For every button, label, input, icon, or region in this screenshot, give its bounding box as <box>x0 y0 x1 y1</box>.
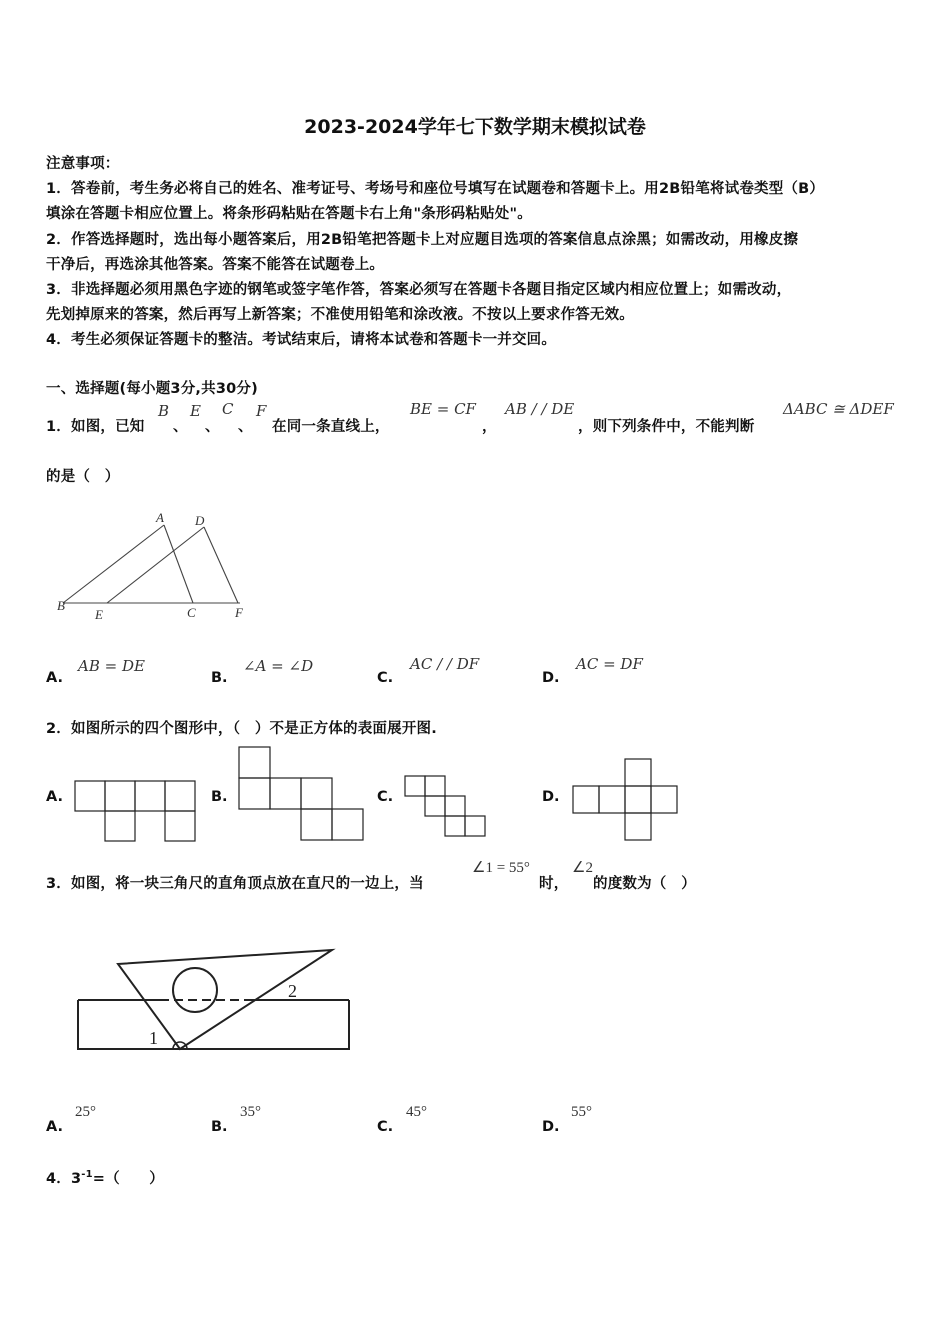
q1-point-c: C <box>222 400 234 418</box>
notice-heading: 注意事项： <box>46 156 120 172</box>
q4-exponent: -1 <box>81 1169 93 1181</box>
notice-line: 填涂在答题卡相应位置上。将条形码粘贴在答题卡右上角"条形码粘贴处"。 <box>46 206 532 222</box>
q1-option-b: ∠A = ∠D <box>243 657 314 675</box>
ruler-edges <box>78 1000 349 1049</box>
q1-option-a: AB = DE <box>78 657 145 675</box>
q3-option-b-letter: B. <box>211 1119 228 1135</box>
q2-option-c-letter: C. <box>377 789 394 805</box>
q3-option-c-letter: C. <box>377 1119 394 1135</box>
label-f: F <box>235 605 243 620</box>
label-d: D <box>195 513 205 528</box>
q1-cond1: BE = CF <box>410 400 476 418</box>
q2-text: 2．如图所示的四个图形中，（ ）不是正方体的表面展开图. <box>46 721 437 737</box>
q1-triangles-figure <box>55 505 265 625</box>
q3-option-d: 55° <box>571 1104 592 1120</box>
q1-comma2: ，则下列条件中，不能判断 <box>578 419 755 435</box>
q1-congruence: ΔABC ≅ ΔDEF <box>783 400 894 418</box>
q3-prefix: 3．如图，将一块三角尺的直角顶点放在直尺的一边上，当 <box>46 876 424 892</box>
angle-2-label: 2 <box>288 981 297 1001</box>
q3-condition: ∠1 = 55° <box>472 860 530 876</box>
angle-1-label: 1 <box>149 1028 158 1048</box>
notice-line: 2．作答选择题时，选出每小题答案后，用2B铅笔把答题卡上对应题目选项的答案信息点涂黑；如需改动，用橡皮擦 <box>46 232 799 248</box>
q2-net-b <box>238 746 366 842</box>
notice-line: 干净后，再选涂其他答案。答案不能答在试题卷上。 <box>46 257 385 273</box>
q3-angle2: ∠2 <box>572 860 593 876</box>
notice-line: 1．答卷前，考生务必将自己的姓名、准考证号、考场号和座位号填写在试题卷和答题卡上。用2B铅笔将试卷类型（B） <box>46 181 825 197</box>
label-c: C <box>187 605 196 620</box>
q1-cond2: AB / / DE <box>505 400 575 418</box>
q1-sep: 、 <box>173 419 188 435</box>
q3-ruler-triangle-figure <box>70 940 360 1060</box>
q2-option-d-letter: D. <box>542 789 560 805</box>
set-square-hole <box>173 968 217 1012</box>
notice-line: 4．考生必须保证答题卡的整洁。考试结束后，请将本试卷和答题卡一并交回。 <box>46 332 557 348</box>
q1-comma: ， <box>482 419 497 435</box>
page-title: 2023-2024学年七下数学期末模拟试卷 <box>304 116 646 138</box>
q1-prefix: 1．如图，已知 <box>46 419 145 435</box>
q3-suffix: 的度数为（ ） <box>593 876 696 892</box>
section-heading: 一、选择题(每小题3分,共30分) <box>46 381 258 397</box>
q1-line2: 的是（ ） <box>46 469 120 485</box>
segment-df <box>204 527 238 603</box>
q1-option-b-letter: B. <box>211 670 228 686</box>
notice-line: 3．非选择题必须用黑色字迹的钢笔或签字笔作答，答案必须写在答题卡各题目指定区域内相应位置上；如需改动， <box>46 282 792 298</box>
label-b: B <box>57 598 65 613</box>
q1-option-d: AC = DF <box>576 655 643 673</box>
q2-option-a-letter: A. <box>46 789 63 805</box>
q1-option-c: AC / / DF <box>410 655 480 673</box>
q3-option-c: 45° <box>406 1104 427 1120</box>
q1-point-f: F <box>256 402 267 420</box>
label-a: A <box>156 510 164 525</box>
segment-ba <box>63 525 164 603</box>
q1-point-b: B <box>158 402 170 420</box>
q4-tail: =（ ） <box>92 1171 164 1187</box>
q3-mid: 时， <box>539 876 569 892</box>
q1-sep: 、 <box>205 419 220 435</box>
q2-net-c <box>404 775 488 841</box>
segment-ed <box>107 527 204 603</box>
q1-sep: 、 <box>238 419 253 435</box>
q2-net-a <box>74 780 196 842</box>
q1-option-a-letter: A. <box>46 670 63 686</box>
q4-base: 4．3 <box>46 1171 82 1187</box>
segment-ac <box>164 525 193 603</box>
q2-option-b-letter: B. <box>211 789 228 805</box>
q3-option-d-letter: D. <box>542 1119 560 1135</box>
q3-option-b: 35° <box>240 1104 261 1120</box>
q1-option-c-letter: C. <box>377 670 394 686</box>
q2-net-d <box>572 758 680 842</box>
q3-option-a-letter: A. <box>46 1119 63 1135</box>
q4-text <box>46 1167 164 1188</box>
q1-mid: 在同一条直线上， <box>272 419 390 435</box>
q1-option-d-letter: D. <box>542 670 560 686</box>
q3-option-a: 25° <box>75 1104 96 1120</box>
notice-line: 先划掉原来的答案，然后再写上新答案；不准使用铅笔和涂改液。不按以上要求作答无效。 <box>46 307 634 323</box>
label-e: E <box>95 607 103 622</box>
q1-point-e: E <box>190 402 201 420</box>
